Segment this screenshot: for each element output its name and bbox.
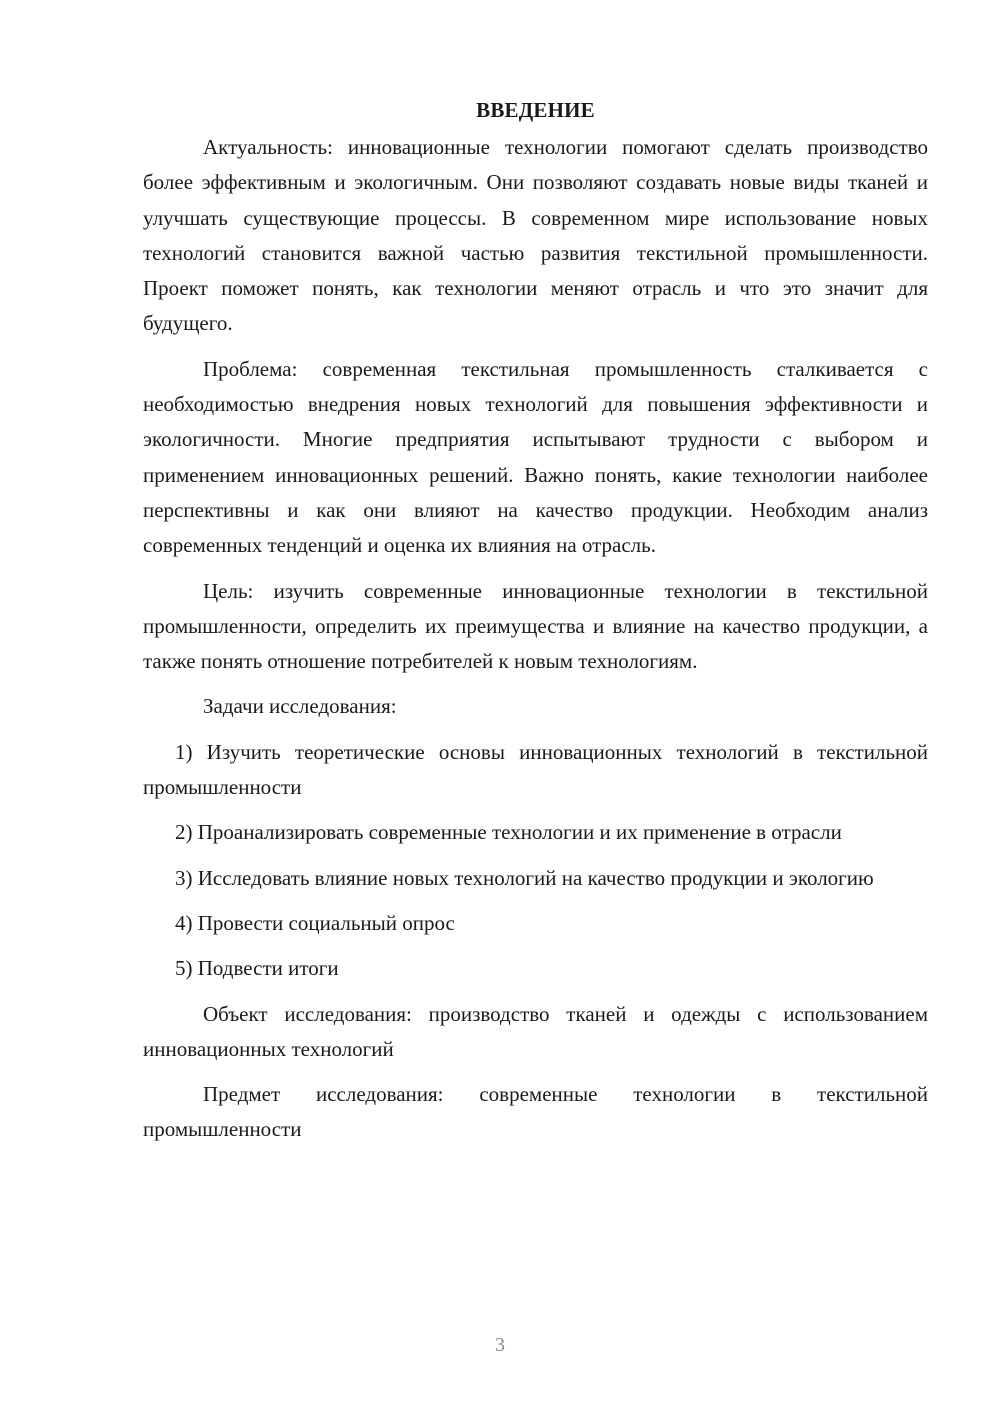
relevance-paragraph: Актуальность: инновационные технологии помогают сделать производство более эффективным и экологичным. Они позволяют создавать новые виды тканей и улучшать существующие процессы. В современном мире использование новых технологий становится важной частью развития текстильной промышленности. Проект поможет понять, как технологии меняют отрасль и что это значит для будущего. [143, 135, 928, 336]
goal-paragraph: Цель: изучить современные инновационные технологии в текстильной промышленности, определить их преимущества и влияние на качество продукции, а также понять отношение потребителей к новым технологиям. [143, 578, 928, 674]
task-item-3: 3) Исследовать влияние новых технологий на качество продукции и экологию [175, 865, 874, 890]
task-item-4: 4) Провести социальный опрос [175, 910, 455, 935]
tasks-heading: Задачи исследования: [203, 694, 397, 719]
document-title: ВВЕДЕНИЕ [476, 98, 595, 122]
task-item-5: 5) Подвести итоги [175, 956, 339, 981]
document-page [143, 92, 928, 1148]
task-item-1: 1) Изучить теоретические основы инновационных технологий в текстильной промышленности [143, 739, 928, 800]
task-item-2: 2) Проанализировать современные технологии и их применение в отрасли [175, 820, 842, 845]
subject-paragraph: Предмет исследования: современные технологии в текстильной промышленности [143, 1082, 928, 1142]
problem-paragraph: Проблема: современная текстильная промышленность сталкивается с необходимостью внедрения новых технологий для повышения эффективности и экологичности. Многие предприятия испытывают трудности с выбором и применением инновационных решений. Важно понять, какие технологии наиболее перспективны и как они влияют на качество продукции. Необходим анализ современных тенденций и оценка их влияния на отрасль. [143, 356, 928, 558]
page-number: 3 [495, 1334, 505, 1356]
object-paragraph: Объект исследования: производство тканей и одежды с использованием инновационных технологий [143, 1001, 928, 1061]
